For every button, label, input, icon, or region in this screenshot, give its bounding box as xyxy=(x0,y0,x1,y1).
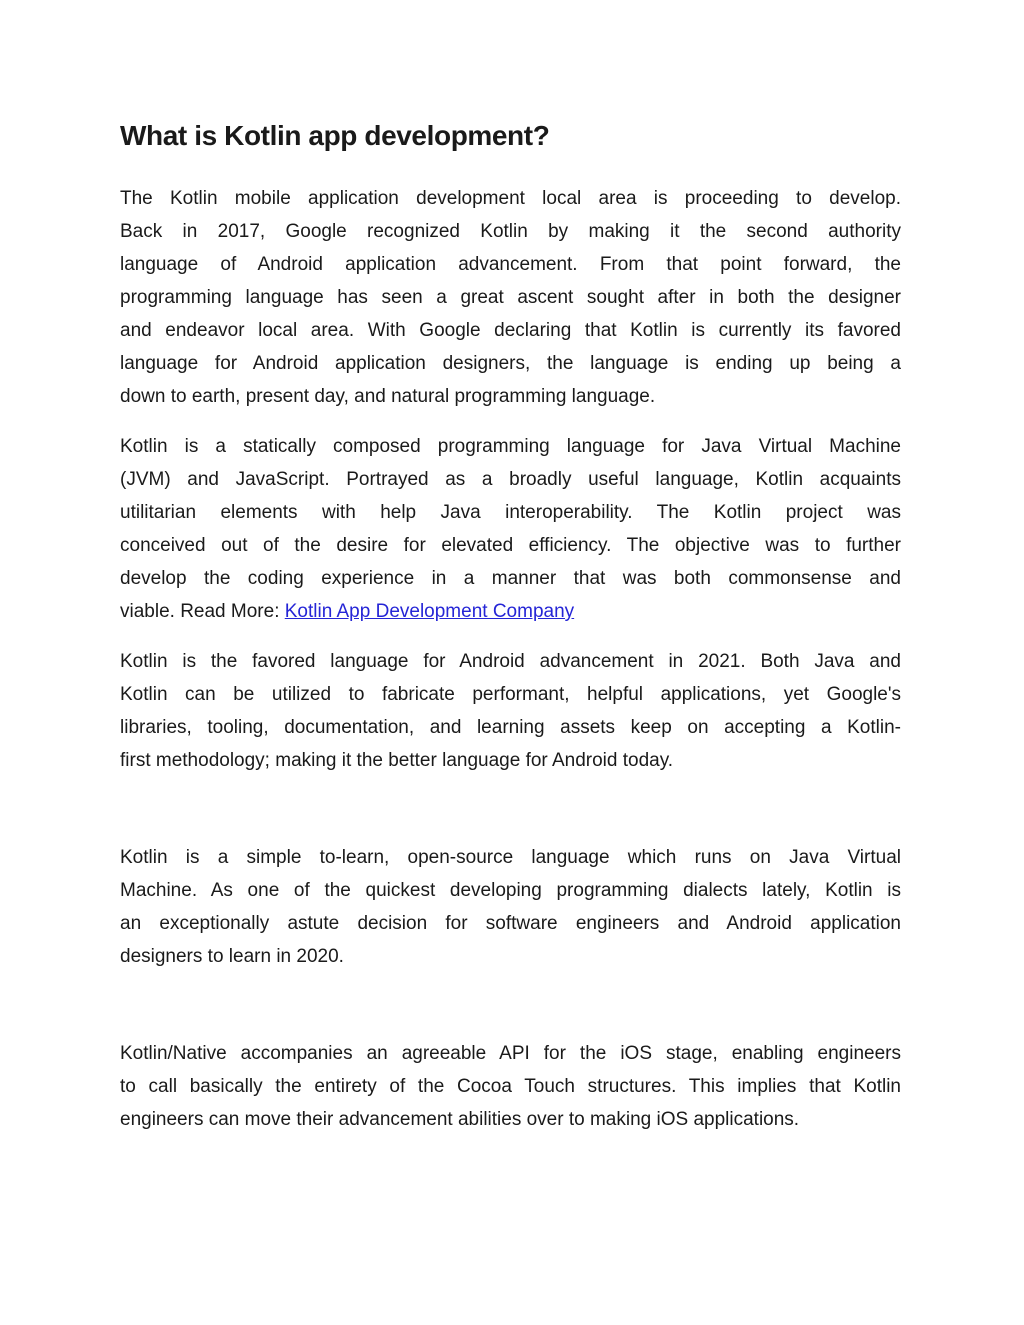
text-line: Kotlin is the favored language for Android advancement in 2021. Both Java and xyxy=(120,651,901,672)
text-line: language for Android application designers, the language is ending up being a xyxy=(120,353,901,374)
text-line: down to earth, present day, and natural programming language. xyxy=(120,386,656,407)
text-line: utilitarian elements with help Java interoperability. The Kotlin project was xyxy=(120,502,901,523)
text-line: engineers can move their advancement abilities over to making iOS applications. xyxy=(120,1109,800,1130)
text-line: programming language has seen a great ascent sought after in both the designer xyxy=(120,287,901,308)
text-line: (JVM) and JavaScript. Portrayed as a broadly useful language, Kotlin acquaints xyxy=(120,469,901,490)
text-line xyxy=(120,595,901,628)
paragraph-5 xyxy=(120,1037,901,1136)
paragraph-4 xyxy=(120,841,901,973)
read-more-prefix: viable. Read More: xyxy=(120,601,285,622)
text-line: Kotlin is a simple to-learn, open-source language which runs on Java Virtual xyxy=(120,847,901,868)
text-line: Kotlin can be utilized to fabricate performant, helpful applications, yet Google's xyxy=(120,684,901,705)
text-line: Kotlin/Native accompanies an agreeable API for the iOS stage, enabling engineers xyxy=(120,1043,901,1064)
text-line: Kotlin is a statically composed programming language for Java Virtual Machine xyxy=(120,436,901,457)
paragraph-3 xyxy=(120,645,901,777)
page-title: What is Kotlin app development? xyxy=(120,120,550,151)
text-line: designers to learn in 2020. xyxy=(120,946,344,967)
text-line: to call basically the entirety of the Cocoa Touch structures. This implies that Kotlin xyxy=(120,1076,901,1097)
kotlin-app-development-company-link[interactable]: Kotlin App Development Company xyxy=(284,601,575,622)
text-line: Back in 2017, Google recognized Kotlin by making it the second authority xyxy=(120,221,901,242)
text-line: conceived out of the desire for elevated efficiency. The objective was to further xyxy=(120,535,901,556)
document-content xyxy=(120,118,901,1153)
text-line: language of Android application advancement. From that point forward, the xyxy=(120,254,901,275)
text-line: first methodology; making it the better language for Android today. xyxy=(120,750,674,771)
text-line: The Kotlin mobile application development local area is proceeding to develop. xyxy=(120,188,901,209)
paragraph-1 xyxy=(120,182,901,413)
text-line: Machine. As one of the quickest developing programming dialects lately, Kotlin is xyxy=(120,880,901,901)
text-line: develop the coding experience in a manner that was both commonsense and xyxy=(120,568,901,589)
text-line: and endeavor local area. With Google declaring that Kotlin is currently its favored xyxy=(120,320,901,341)
text-line: libraries, tooling, documentation, and learning assets keep on accepting a Kotlin- xyxy=(120,717,901,738)
text-line: an exceptionally astute decision for software engineers and Android application xyxy=(120,913,901,934)
paragraph-2 xyxy=(120,430,901,628)
